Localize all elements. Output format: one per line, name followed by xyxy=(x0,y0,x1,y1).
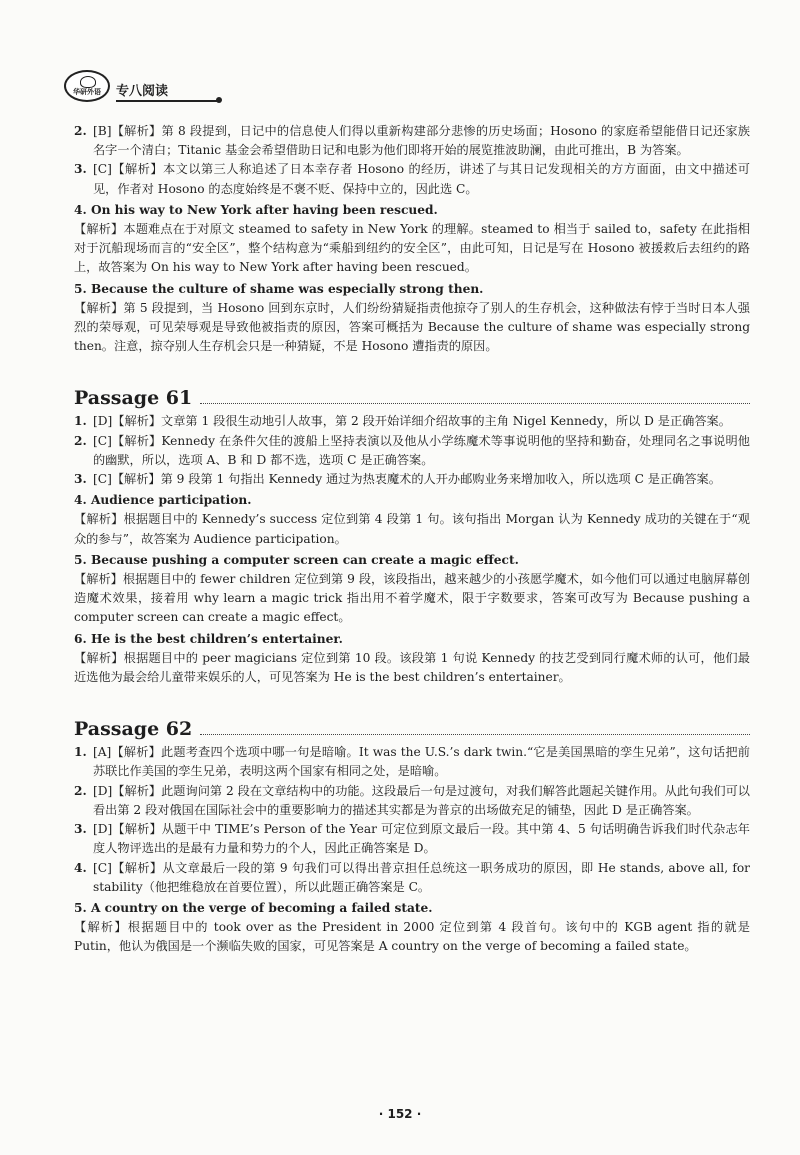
answer-item xyxy=(74,470,750,489)
dotted-rule xyxy=(200,402,750,404)
item-number: 2. xyxy=(74,783,87,798)
page-header xyxy=(64,68,214,108)
item-number: 3. xyxy=(74,822,87,837)
item-number: 1. xyxy=(74,745,87,760)
item-text: [C]【解析】本文以第三人称追述了日本幸存者 Hosono 的经历，讲述了与其日记发现相关的方方面面，由文中描述可见，作者对 Hosono 的态度始终是不褒不贬、保持中立的，因此选 C。 xyxy=(93,162,750,196)
answer-item xyxy=(74,820,750,858)
item-text: [B]【解析】第 8 段提到，日记中的信息使人们得以重新构建部分悲惨的历史场面；Hosono 的家庭希望能借日记还家族名字一个清白；Titanic 基金会希望借助日记和电影为他们即将开始的展览推波助澜，由此可推出，B 为答案。 xyxy=(93,124,750,158)
item-text: [C]【解析】第 9 段第 1 句指出 Kennedy 通过为热衷魔术的人开办邮购业务来增加收入，所以选项 C 是正确答案。 xyxy=(93,472,721,487)
answer-item xyxy=(74,782,750,820)
item-number: 3. xyxy=(74,472,87,487)
answer-line: 5. A country on the verge of becoming a failed state. xyxy=(74,900,433,915)
header-dot xyxy=(216,97,222,103)
passage-heading xyxy=(74,373,750,409)
item-text: [D]【解析】文章第 1 段很生动地引人故事，第 2 段开始详细介绍故事的主角 Nigel Kennedy，所以 D 是正确答案。 xyxy=(93,414,731,429)
item-number: 4. xyxy=(74,860,87,875)
answer-line: 6. He is the best children’s entertainer. xyxy=(74,631,343,646)
item-number: 1. xyxy=(74,414,87,429)
answer-line: 5. Because the culture of shame was especially strong then. xyxy=(74,281,484,296)
explanation: 【解析】根据题目中的 fewer children 定位到第 9 段，该段指出，越来越少的小孩愿学魔术，如今他们可以通过电脑屏幕创造魔术效果，接着用 why learn a magic trick 指出用不着学魔术，限于字数要求，答案可改写为 Because pushing a computer screen can create a magic effect。 xyxy=(74,572,750,625)
passage-title: Passage 62 xyxy=(74,718,193,741)
item-text: [C]【解析】Kennedy 在条件欠佳的渡船上坚持表演以及他从小学练魔术等事说明他的坚持和勤奋，处理同名之事说明他的幽默，所以，选项 A、B 和 D 都不选，选项 C 是正确答案。 xyxy=(93,433,750,467)
item-text: [A]【解析】此题考查四个选项中哪一句是暗喻。It was the U.S.’s dark twin.“它是美国黑暗的孪生兄弟”，这句话把前苏联比作美国的孪生兄弟，表明这两个国家有相同之处，是暗喻。 xyxy=(93,745,750,779)
item-number: 2. xyxy=(74,124,87,138)
item-text: [C]【解析】从文章最后一段的第 9 句我们可以得出普京担任总统这一职务成功的原因，即 He stands, above all, for stability（他把维稳放在首要位置），所以此题正确答案是 C。 xyxy=(93,860,750,894)
answer-line: 4. On his way to New York after having been rescued. xyxy=(74,202,438,217)
item-number: 3. xyxy=(74,162,87,177)
dotted-rule xyxy=(200,733,750,735)
explanation: 【解析】根据题目中的 Kennedy’s success 定位到第 4 段第 1 句。该句指出 Morgan 认为 Kennedy 成功的关键在于“观众的参与”，故答案为 Audience participation。 xyxy=(74,512,750,546)
answer-item xyxy=(74,859,750,897)
item-text: [D]【解析】此题询问第 2 段在文章结构中的功能。这段最后一句是过渡句，对我们解答此题起关键作用。从此句我们可以看出第 2 段对俄国在国际社会中的重要影响力的描述其实都是为普京的出场做充足的铺垫，因此 D 是正确答案。 xyxy=(93,783,750,817)
explanation: 【解析】根据题目中的 took over as the President in 2000 定位到第 4 段首句。该句中的 KGB agent 指的就是 Putin，他认为俄国是一个濒临失败的国家，可见答案是 A country on the verge of becoming a failed state。 xyxy=(74,920,750,954)
answer-item xyxy=(74,122,750,160)
passage-title: Passage 61 xyxy=(74,387,193,410)
section-title: 专八阅读 xyxy=(116,84,169,99)
publisher-logo xyxy=(64,70,110,102)
passage-heading xyxy=(74,704,750,740)
answer-item xyxy=(74,160,750,198)
item-number: 2. xyxy=(74,433,87,448)
page-content xyxy=(74,122,750,957)
logo-text: 华研外语 xyxy=(73,88,101,96)
answer-item xyxy=(74,743,750,781)
answer-item xyxy=(74,412,750,431)
answer-item xyxy=(74,432,750,470)
header-rule xyxy=(116,100,218,102)
answer-line: 4. Audience participation. xyxy=(74,493,252,508)
explanation: 【解析】根据题目中的 peer magicians 定位到第 10 段。该段第 1 句说 Kennedy 的技艺受到同行魔术师的认可，他们最近选他为最会给儿童带来娱乐的人，可见答案为 He is the best children’s entertainer。 xyxy=(74,650,750,685)
explanation: 【解析】本题难点在于对原文 steamed to safety in New York 的理解。steamed to 相当于 sailed to，safety 在此指相对于沉船现场而言的“安全区”，整个结构意为“乘船到纽约的安全区”，由此可知，日记是写在 Hosono 被援救后去纽约的路上，故答案为 On his way to New York after having been rescued。 xyxy=(74,222,750,275)
item-text: [D]【解析】从题干中 TIME’s Person of the Year 可定位到原文最后一段。其中第 4、5 句话明确告诉我们时代杂志年度人物评选出的是最有力量和势力的个人，因此正确答案是 D。 xyxy=(93,822,750,856)
explanation: 【解析】第 5 段提到，当 Hosono 回到东京时，人们纷纷猜疑指责他掠夺了别人的生存机会，这种做法有悖于当时日本人强烈的荣辱观，可见荣辱观是导致他被指责的原因，答案可概括为 Because the culture of shame was especially strong then。注意，掠夺别人生存机会只是一种猜疑，不是 Hosono 遭指责的原因。 xyxy=(74,300,750,354)
answer-line: 5. Because pushing a computer screen can create a magic effect. xyxy=(74,552,519,567)
logo-mascot-icon xyxy=(80,76,96,88)
page-number: · 152 · xyxy=(378,1107,422,1121)
